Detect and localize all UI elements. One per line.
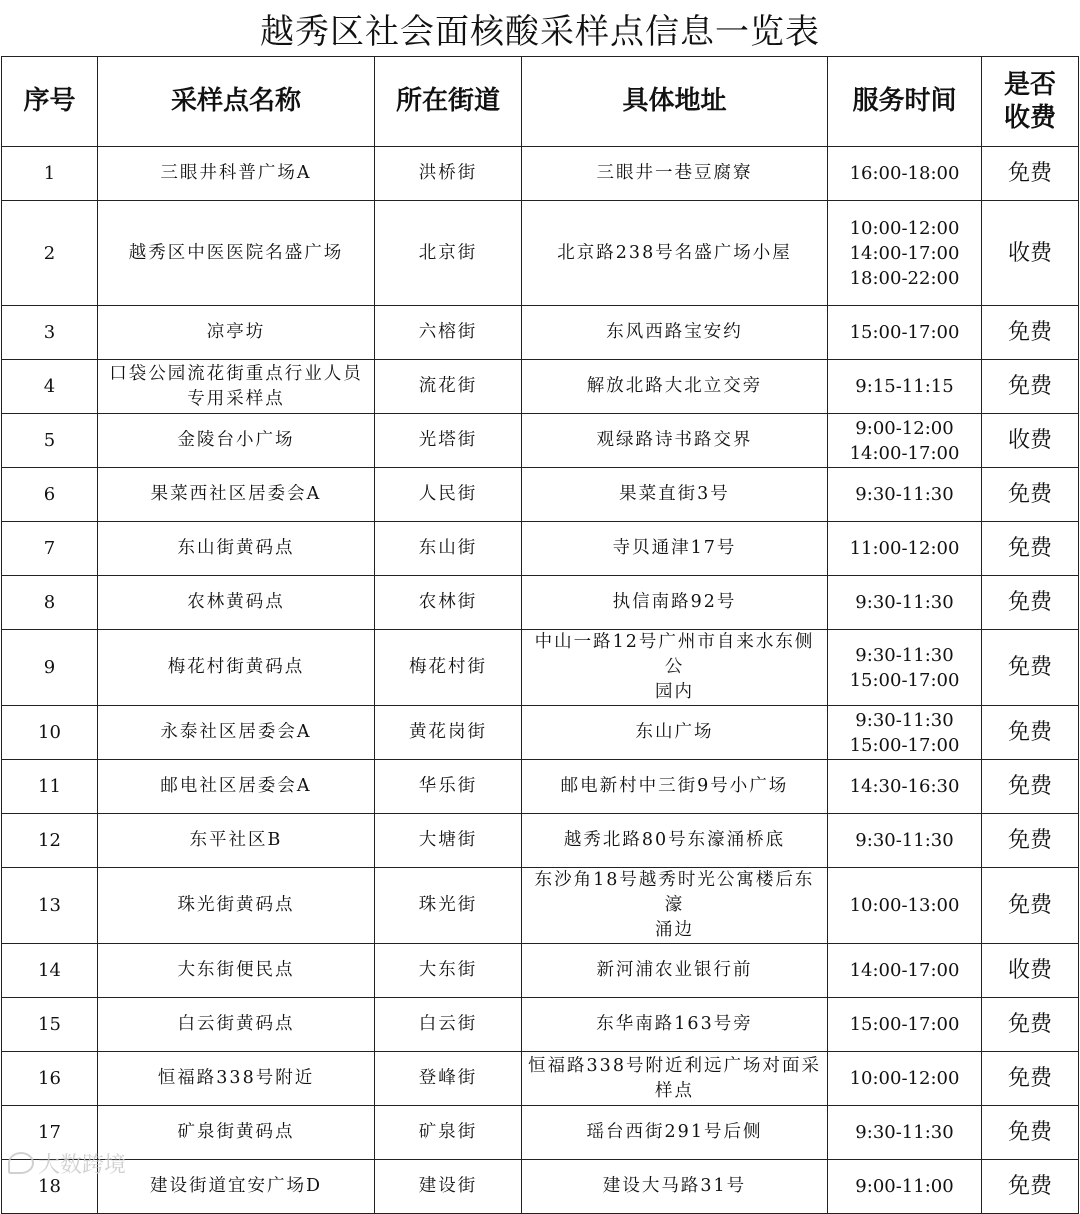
cell-hours-line: 9:15-11:15 [855,376,954,397]
cell-street: 洪桥街 [375,147,522,201]
cell-name [98,360,375,414]
cell-address-line: 新河浦农业银行前 [596,960,753,980]
cell-address-line: 观绿路诗书路交界 [596,430,753,450]
table-row [2,147,1079,201]
cell-name-line: 矿泉街黄码点 [177,1122,295,1142]
cell-address-line: 东沙角18号越秀时光公寓楼后东濠 [534,870,815,915]
cell-name-line: 专用采样点 [187,388,285,409]
cell-name [98,1052,375,1106]
cell-address [522,630,828,706]
cell-hours-line: 15:00-17:00 [849,669,960,691]
table-row [2,998,1079,1052]
table-row [2,522,1079,576]
cell-hours [828,868,982,944]
cell-hours-line: 11:00-12:00 [849,538,960,559]
cell-index: 15 [2,998,98,1052]
cell-street: 矿泉街 [375,1106,522,1160]
table-body [2,147,1079,1214]
cell-address-line: 寺贝通津17号 [612,538,737,558]
cell-name [98,468,375,522]
cell-address [522,760,828,814]
cell-name-line: 大东街便民点 [177,960,295,980]
cell-index: 11 [2,760,98,814]
cell-index: 2 [2,201,98,306]
cell-hours-line: 9:30-11:30 [855,830,954,851]
table-row [2,576,1079,630]
cell-address [522,201,828,306]
cell-fee: 免费 [982,868,1079,944]
header-fee-line2: 收费 [1003,102,1056,133]
cell-name [98,1106,375,1160]
cell-address-line: 样点 [655,1080,694,1101]
cell-hours-line: 9:30-11:30 [855,484,954,505]
cell-name [98,306,375,360]
cell-index: 3 [2,306,98,360]
cell-fee: 免费 [982,522,1079,576]
table-row [2,944,1079,998]
cell-street: 梅花村街 [375,630,522,706]
cell-street: 农林街 [375,576,522,630]
cell-name-line: 金陵台小广场 [177,430,295,450]
cell-address [522,868,828,944]
cell-address-line: 恒福路338号附近利远广场对面采 [528,1055,821,1076]
cell-street: 人民街 [375,468,522,522]
cell-street: 白云街 [375,998,522,1052]
cell-hours [828,630,982,706]
cell-hours-line: 9:00-11:00 [855,1176,954,1197]
cell-address-line: 果菜直街3号 [619,484,730,504]
cell-hours-line: 9:00-12:00 [855,417,954,439]
cell-name [98,944,375,998]
cell-index: 4 [2,360,98,414]
cell-name-line: 东山街黄码点 [177,538,295,558]
table-row [2,414,1079,468]
cell-address [522,1160,828,1214]
cell-fee: 免费 [982,468,1079,522]
cell-name-line: 果菜西社区居委会A [150,484,322,504]
cell-hours [828,1052,982,1106]
cell-hours-line: 10:00-12:00 [849,1068,960,1089]
table-row [2,1106,1079,1160]
cell-address [522,414,828,468]
cell-address [522,147,828,201]
cell-street: 大东街 [375,944,522,998]
cell-street: 东山街 [375,522,522,576]
cell-name [98,760,375,814]
table-row [2,760,1079,814]
cell-hours-line: 14:00-17:00 [849,960,960,981]
cell-hours [828,998,982,1052]
cell-hours-line: 16:00-18:00 [849,163,960,184]
cell-name-line: 永泰社区居委会A [160,722,312,742]
cell-fee: 免费 [982,706,1079,760]
cell-name-line: 梅花村街黄码点 [167,657,305,677]
cell-address-line: 涌边 [655,920,694,940]
cell-index: 14 [2,944,98,998]
cell-hours-line: 14:00-17:00 [849,442,960,464]
cell-name [98,630,375,706]
cell-address [522,468,828,522]
cell-fee: 免费 [982,147,1079,201]
cell-name-line: 越秀区中医医院名盛广场 [128,242,344,263]
cell-street: 光塔街 [375,414,522,468]
cell-fee: 免费 [982,576,1079,630]
header-index: 序号 [2,57,98,147]
cell-hours-line: 15:00-17:00 [849,1014,960,1035]
table-row [2,1052,1079,1106]
cell-address [522,706,828,760]
cell-street: 华乐街 [375,760,522,814]
cell-address [522,814,828,868]
cell-index: 18 [2,1160,98,1214]
cell-name-line: 恒福路338号附近 [157,1068,315,1088]
cell-index: 5 [2,414,98,468]
cell-address-line: 北京路238号名盛广场小屋 [557,242,792,263]
cell-address [522,576,828,630]
cell-name-line: 农林黄码点 [187,592,285,612]
cell-street: 北京街 [375,201,522,306]
cell-street: 六榕街 [375,306,522,360]
cell-hours [828,147,982,201]
cell-fee: 免费 [982,1160,1079,1214]
table-row [2,1160,1079,1214]
table-row [2,468,1079,522]
cell-street: 珠光街 [375,868,522,944]
cell-name [98,201,375,306]
cell-name [98,868,375,944]
sampling-sites-table [1,56,1079,1214]
cell-hours-line: 14:30-16:30 [849,776,960,797]
cell-address-line: 瑶台西街291号后侧 [586,1122,763,1142]
cell-fee: 收费 [982,944,1079,998]
cell-address-line: 东山广场 [635,722,714,742]
cell-address-line: 邮电新村中三街9号小广场 [560,776,789,796]
cell-index: 9 [2,630,98,706]
cell-hours [828,522,982,576]
cell-fee: 免费 [982,760,1079,814]
cell-hours-line: 9:30-11:30 [855,709,954,731]
cell-hours [828,576,982,630]
cell-name [98,1160,375,1214]
cell-hours [828,468,982,522]
cell-street: 大塘街 [375,814,522,868]
cell-address-line: 东华南路163号旁 [596,1014,753,1034]
cell-hours-line: 10:00-12:00 [849,217,960,239]
cell-name-line: 珠光街黄码点 [177,895,295,915]
cell-name [98,576,375,630]
table-header-row [2,57,1079,147]
cell-index: 13 [2,868,98,944]
header-hours: 服务时间 [828,57,982,147]
cell-name [98,522,375,576]
cell-hours [828,360,982,414]
header-address: 具体地址 [522,57,828,147]
cell-hours-line: 15:00-17:00 [849,322,960,343]
cell-hours [828,306,982,360]
cell-fee: 免费 [982,998,1079,1052]
cell-hours-line: 18:00-22:00 [849,267,960,289]
cell-name-line: 三眼井科普广场A [160,163,312,183]
cell-hours-line: 9:30-11:30 [855,1122,954,1143]
cell-name-line: 白云街黄码点 [177,1014,295,1034]
cell-name [98,147,375,201]
table-row [2,706,1079,760]
cell-hours-line: 9:30-11:30 [855,592,954,613]
table-row [2,814,1079,868]
header-fee-line1: 是否 [1003,69,1056,100]
cell-name [98,998,375,1052]
cell-name-line: 邮电社区居委会A [160,776,312,796]
cell-index: 17 [2,1106,98,1160]
cell-address-line: 三眼井一巷豆腐寮 [596,163,753,183]
cell-address [522,522,828,576]
cell-hours [828,814,982,868]
cell-fee: 免费 [982,1052,1079,1106]
cell-hours [828,944,982,998]
table-row [2,306,1079,360]
cell-index: 1 [2,147,98,201]
cell-hours-line: 10:00-13:00 [849,895,960,916]
cell-address [522,1106,828,1160]
cell-index: 8 [2,576,98,630]
cell-hours [828,1106,982,1160]
cell-hours [828,414,982,468]
cell-index: 7 [2,522,98,576]
table-row [2,360,1079,414]
cell-fee: 免费 [982,814,1079,868]
cell-fee: 免费 [982,306,1079,360]
cell-street: 流花街 [375,360,522,414]
cell-name [98,814,375,868]
cell-index: 16 [2,1052,98,1106]
cell-name-line: 凉亭坊 [206,322,266,342]
cell-address [522,306,828,360]
cell-hours [828,201,982,306]
cell-hours-line: 14:00-17:00 [849,242,960,264]
watermark-text: 大数跨境 [38,1152,127,1178]
cell-name-line: 建设街道宜安广场D [149,1176,323,1196]
table-row [2,630,1079,706]
cell-name [98,706,375,760]
cell-fee: 收费 [982,414,1079,468]
cell-hours [828,760,982,814]
header-street: 所在街道 [375,57,522,147]
page-title: 越秀区社会面核酸采样点信息一览表 [260,11,820,52]
cell-hours [828,1160,982,1214]
cell-address [522,1052,828,1106]
cell-fee: 免费 [982,1106,1079,1160]
cell-address-line: 解放北路大北立交旁 [586,376,763,396]
header-name: 采样点名称 [98,57,375,147]
cell-name [98,414,375,468]
cell-fee: 免费 [982,360,1079,414]
table-row [2,201,1079,306]
cell-hours [828,706,982,760]
cell-index: 10 [2,706,98,760]
cell-name-line: 东平社区B [189,830,283,850]
cell-address-line: 园内 [655,682,694,702]
cell-address-line: 执信南路92号 [612,592,737,612]
cell-street: 黄花岗街 [375,706,522,760]
cell-address-line: 建设大马路31号 [602,1176,747,1196]
header-fee [982,57,1079,147]
cell-address [522,360,828,414]
cell-hours-line: 15:00-17:00 [849,734,960,756]
cell-address-line: 中山一路12号广州市自来水东侧公 [534,632,815,677]
cell-street: 建设街 [375,1160,522,1214]
cell-name-line: 口袋公园流花街重点行业人员 [109,363,363,384]
cell-address-line: 东风西路宝安约 [606,322,743,342]
cell-index: 12 [2,814,98,868]
cell-fee: 收费 [982,201,1079,306]
cell-index: 6 [2,468,98,522]
cell-address [522,998,828,1052]
cell-fee: 免费 [982,630,1079,706]
cell-street: 登峰街 [375,1052,522,1106]
table-row [2,868,1079,944]
cell-address [522,944,828,998]
cell-hours-line: 9:30-11:30 [855,644,954,666]
cell-address-line: 越秀北路80号东濠涌桥底 [563,830,786,850]
